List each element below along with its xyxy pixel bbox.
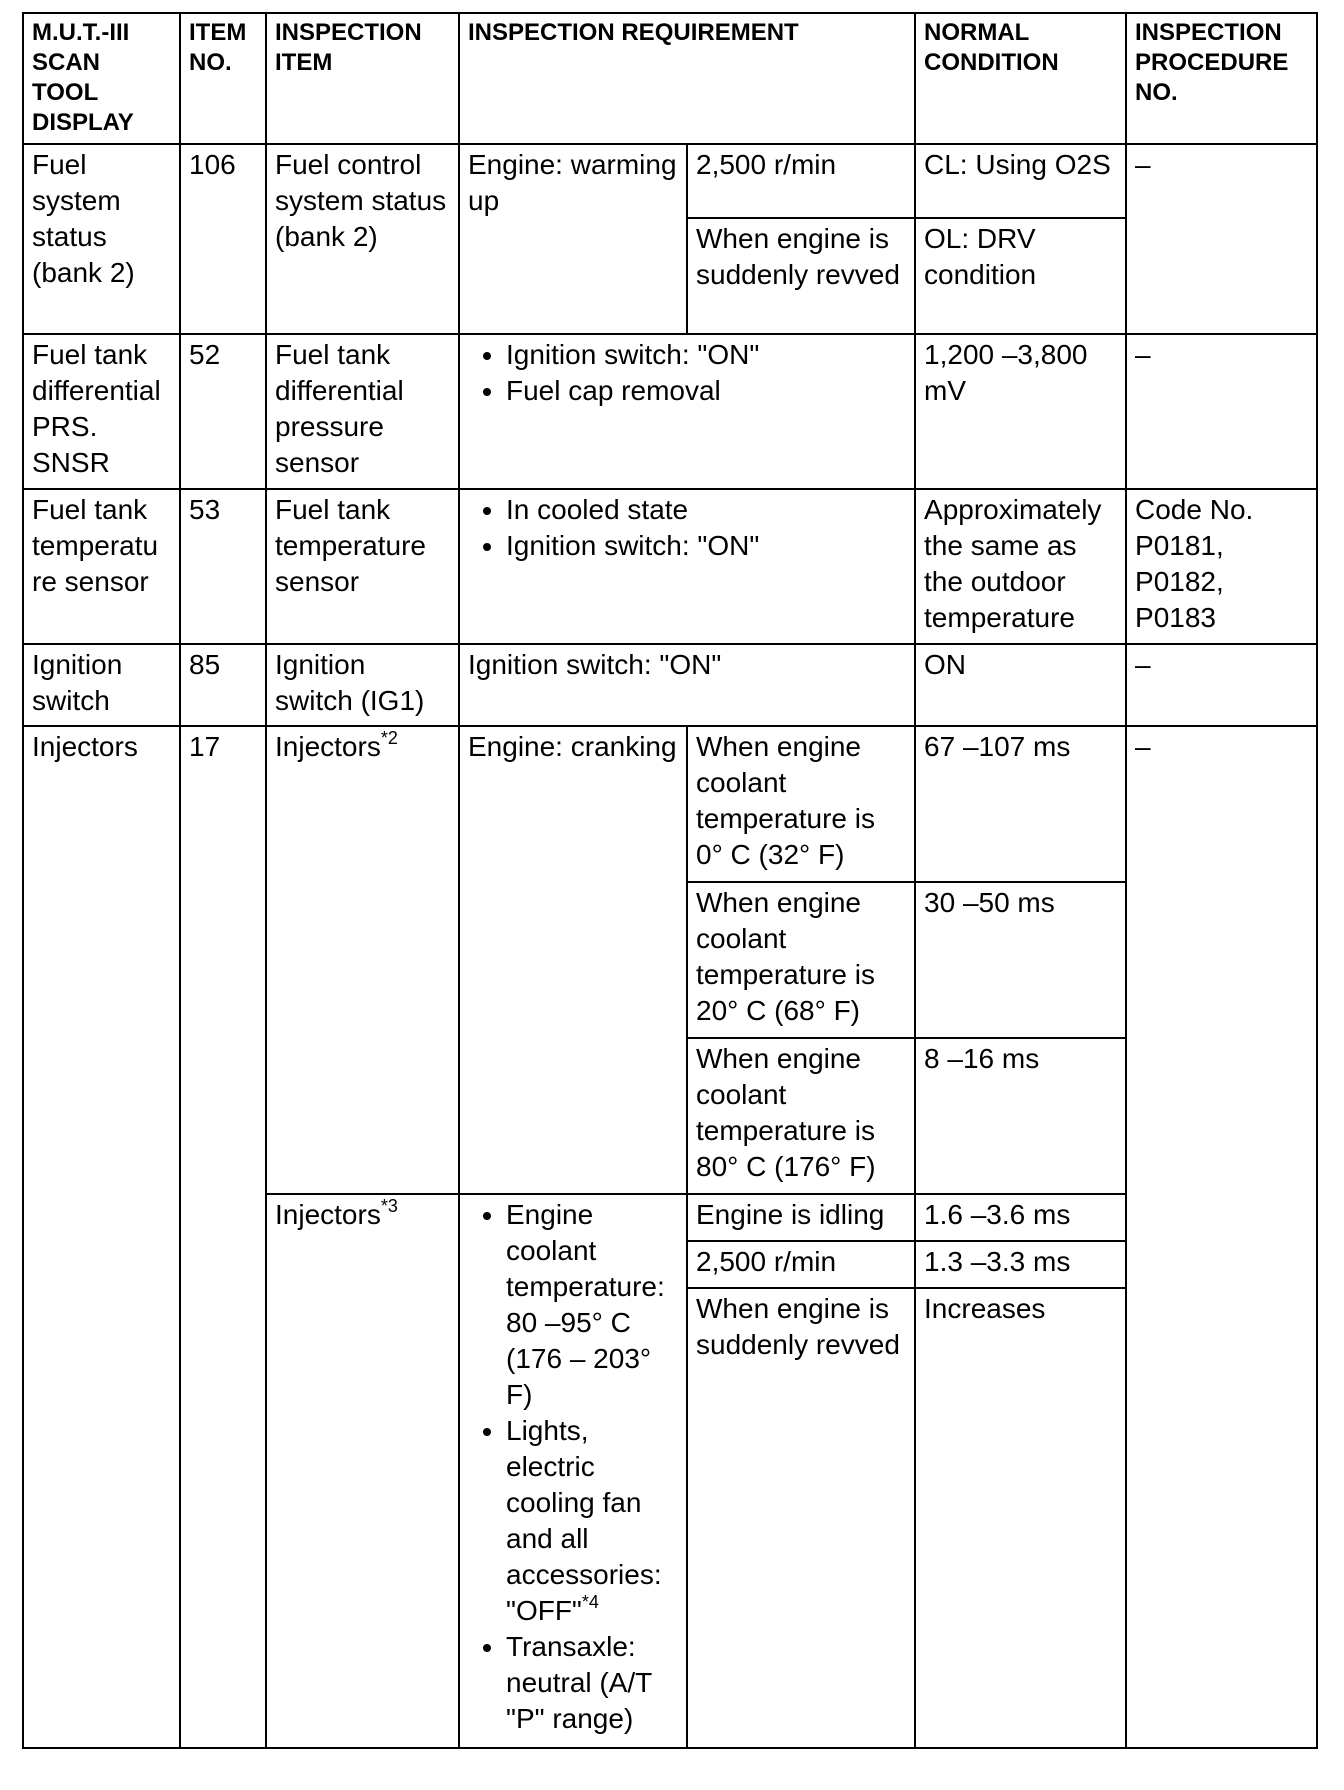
table-row [23,334,1317,489]
header-display: M.U.T.-III SCAN TOOL DISPLAY [23,13,180,144]
cell-item-no: 17 [180,726,266,1748]
cell-item: Fuel tank differential pressure sensor [266,334,459,489]
item-label: Injectors [275,731,381,762]
cell-normal: CL: Using O2S [915,144,1126,218]
cell-requirement [459,1194,687,1748]
cell-item-no: 53 [180,489,266,644]
footnote-ref: *4 [581,1591,599,1612]
cell-normal: Approximately the same as the outdoor temperature [915,489,1126,644]
cell-condition: When engine is suddenly revved [687,1288,915,1748]
cell-procedure: – [1126,144,1317,334]
cell-requirement: Ignition switch: "ON" [459,644,915,726]
cell-condition: When engine is suddenly revved [687,218,915,334]
list-item: • Engine coolant temperature: 80 –95° C (176 – 203° F) [506,1197,678,1413]
cell-item [266,726,459,1194]
list-item: • Ignition switch: "ON" [506,337,906,373]
header-item-no: ITEM NO. [180,13,266,144]
cell-requirement: Engine: warming up [459,144,687,334]
requirement-list [468,337,906,409]
list-item-text: Lights, electric cooling fan and all accessories: "OFF" [506,1415,662,1626]
cell-display: Fuel tank differential PRS. SNSR [23,334,180,489]
header-row [23,13,1317,144]
cell-procedure: – [1126,644,1317,726]
cell-procedure: – [1126,726,1317,1748]
footnote-ref: *3 [380,1195,398,1216]
cell-display: Injectors [23,726,180,1748]
cell-display: Ignition switch [23,644,180,726]
cell-display: Fuel tank temperatu re sensor [23,489,180,644]
table-row [23,489,1317,644]
list-item: • In cooled state [506,492,906,528]
cell-normal: 30 –50 ms [915,882,1126,1038]
cell-item-no: 85 [180,644,266,726]
cell-normal: 1,200 –3,800 mV [915,334,1126,489]
cell-normal: 67 –107 ms [915,726,1126,882]
cell-requirement [459,334,915,489]
header-procedure: INSPECTION PROCEDURE NO. [1126,13,1317,144]
requirement-list [468,1197,678,1737]
table-row [23,144,1317,218]
list-item: • Fuel cap removal [506,373,906,409]
header-requirement: INSPECTION REQUIREMENT [459,13,915,144]
cell-condition: 2,500 r/min [687,1241,915,1288]
cell-normal: 1.3 –3.3 ms [915,1241,1126,1288]
list-item: • Ignition switch: "ON" [506,528,906,564]
table-row [23,644,1317,726]
cell-condition: 2,500 r/min [687,144,915,218]
footnote-ref: *2 [380,727,398,748]
cell-requirement: Engine: cranking [459,726,687,1194]
header-normal: NORMAL CONDITION [915,13,1126,144]
cell-procedure: Code No. P0181, P0182, P0183 [1126,489,1317,644]
cell-condition: Engine is idling [687,1194,915,1241]
cell-condition: When engine coolant temperature is 20° C (68° F) [687,882,915,1038]
cell-normal: OL: DRV condition [915,218,1126,334]
cell-normal: ON [915,644,1126,726]
cell-condition: When engine coolant temperature is 80° C (176° F) [687,1038,915,1194]
inspection-table [22,12,1318,1749]
requirement-list [468,492,906,564]
item-label: Injectors [275,1199,381,1230]
cell-normal: Increases [915,1288,1126,1748]
cell-display: Fuel system status (bank 2) [23,144,180,334]
cell-normal: 8 –16 ms [915,1038,1126,1194]
header-item: INSPECTION ITEM [266,13,459,144]
cell-condition: When engine coolant temperature is 0° C (32° F) [687,726,915,882]
cell-normal: 1.6 –3.6 ms [915,1194,1126,1241]
list-item [506,1413,678,1629]
cell-item: Fuel control system status (bank 2) [266,144,459,334]
cell-item-no: 106 [180,144,266,334]
cell-procedure: – [1126,334,1317,489]
cell-item: Fuel tank temperature sensor [266,489,459,644]
list-item: • Transaxle: neutral (A/T "P" range) [506,1629,678,1737]
cell-requirement [459,489,915,644]
table-row [23,726,1317,882]
cell-item-no: 52 [180,334,266,489]
cell-item [266,1194,459,1748]
cell-item: Ignition switch (IG1) [266,644,459,726]
